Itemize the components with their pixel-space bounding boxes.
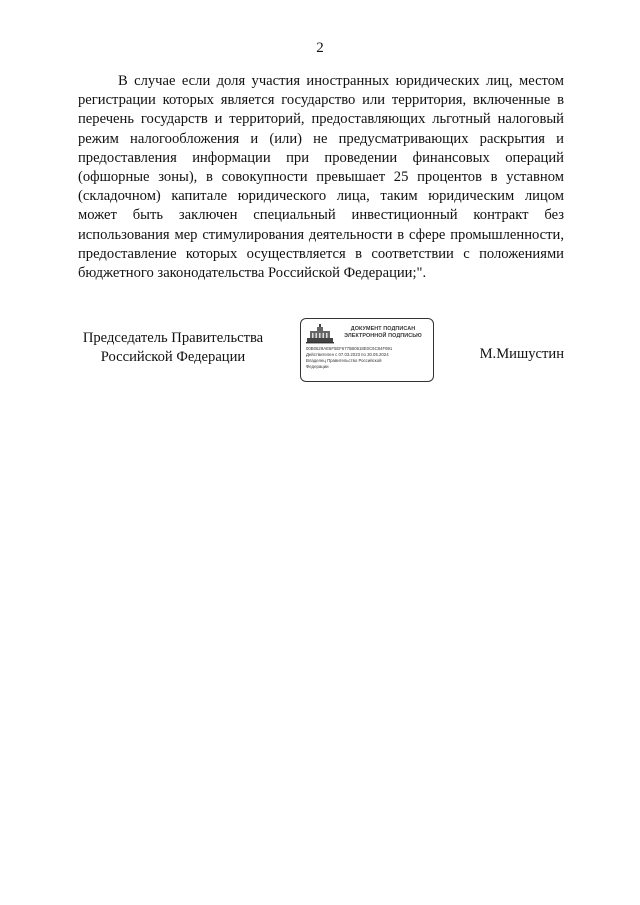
signatory-title bbox=[78, 329, 268, 367]
stamp-certificate: 00B0629AE6F5EF6775B0618E0C6C84F991 bbox=[306, 346, 393, 351]
stamp-heading bbox=[335, 326, 431, 340]
stamp-owner-line-1: Владелец Правительство Российской bbox=[306, 358, 382, 363]
stamp-owner-line-2: Федерации bbox=[306, 364, 329, 369]
body-paragraph: В случае если доля участия иностранных юридических лиц, местом регистрации которых является государство или территория, включенные в перечень государств и территорий, предоставляющих льготный налоговый режим налогообложения и (или) не предусматривающих раскрытия и предоставления информации при проведении финансовых операций (офшорные зоны), в совокупности превышает 25 процентов в уставном (складочном) капитале юридического лица, таким юридическим лицом может быть заключен специальный инвестиционный контракт без использования мер стимулирования деятельности в сфере промышленности, предоставление которых осуществляется в соответствии с положениями бюджетного законодательства Российской Федерации;". bbox=[78, 73, 564, 282]
stamp-heading-line-2: ЭЛЕКТРОННОЙ ПОДПИСЬЮ bbox=[344, 333, 422, 339]
page-number: 2 bbox=[316, 40, 324, 56]
government-emblem-icon bbox=[306, 324, 334, 344]
electronic-signature-stamp bbox=[300, 318, 434, 382]
stamp-details bbox=[306, 346, 432, 370]
stamp-validity: Действителен с 07.03.2023 по 30.05.2024 bbox=[306, 352, 389, 357]
stamp-heading-line-1: ДОКУМЕНТ ПОДПИСАН bbox=[350, 326, 416, 332]
signatory-name: М.Мишустин bbox=[479, 346, 564, 362]
signatory-title-line-1: Председатель Правительства bbox=[82, 330, 264, 346]
body-text bbox=[78, 72, 564, 283]
signatory-title-line-2: Российской Федерации bbox=[100, 349, 246, 365]
